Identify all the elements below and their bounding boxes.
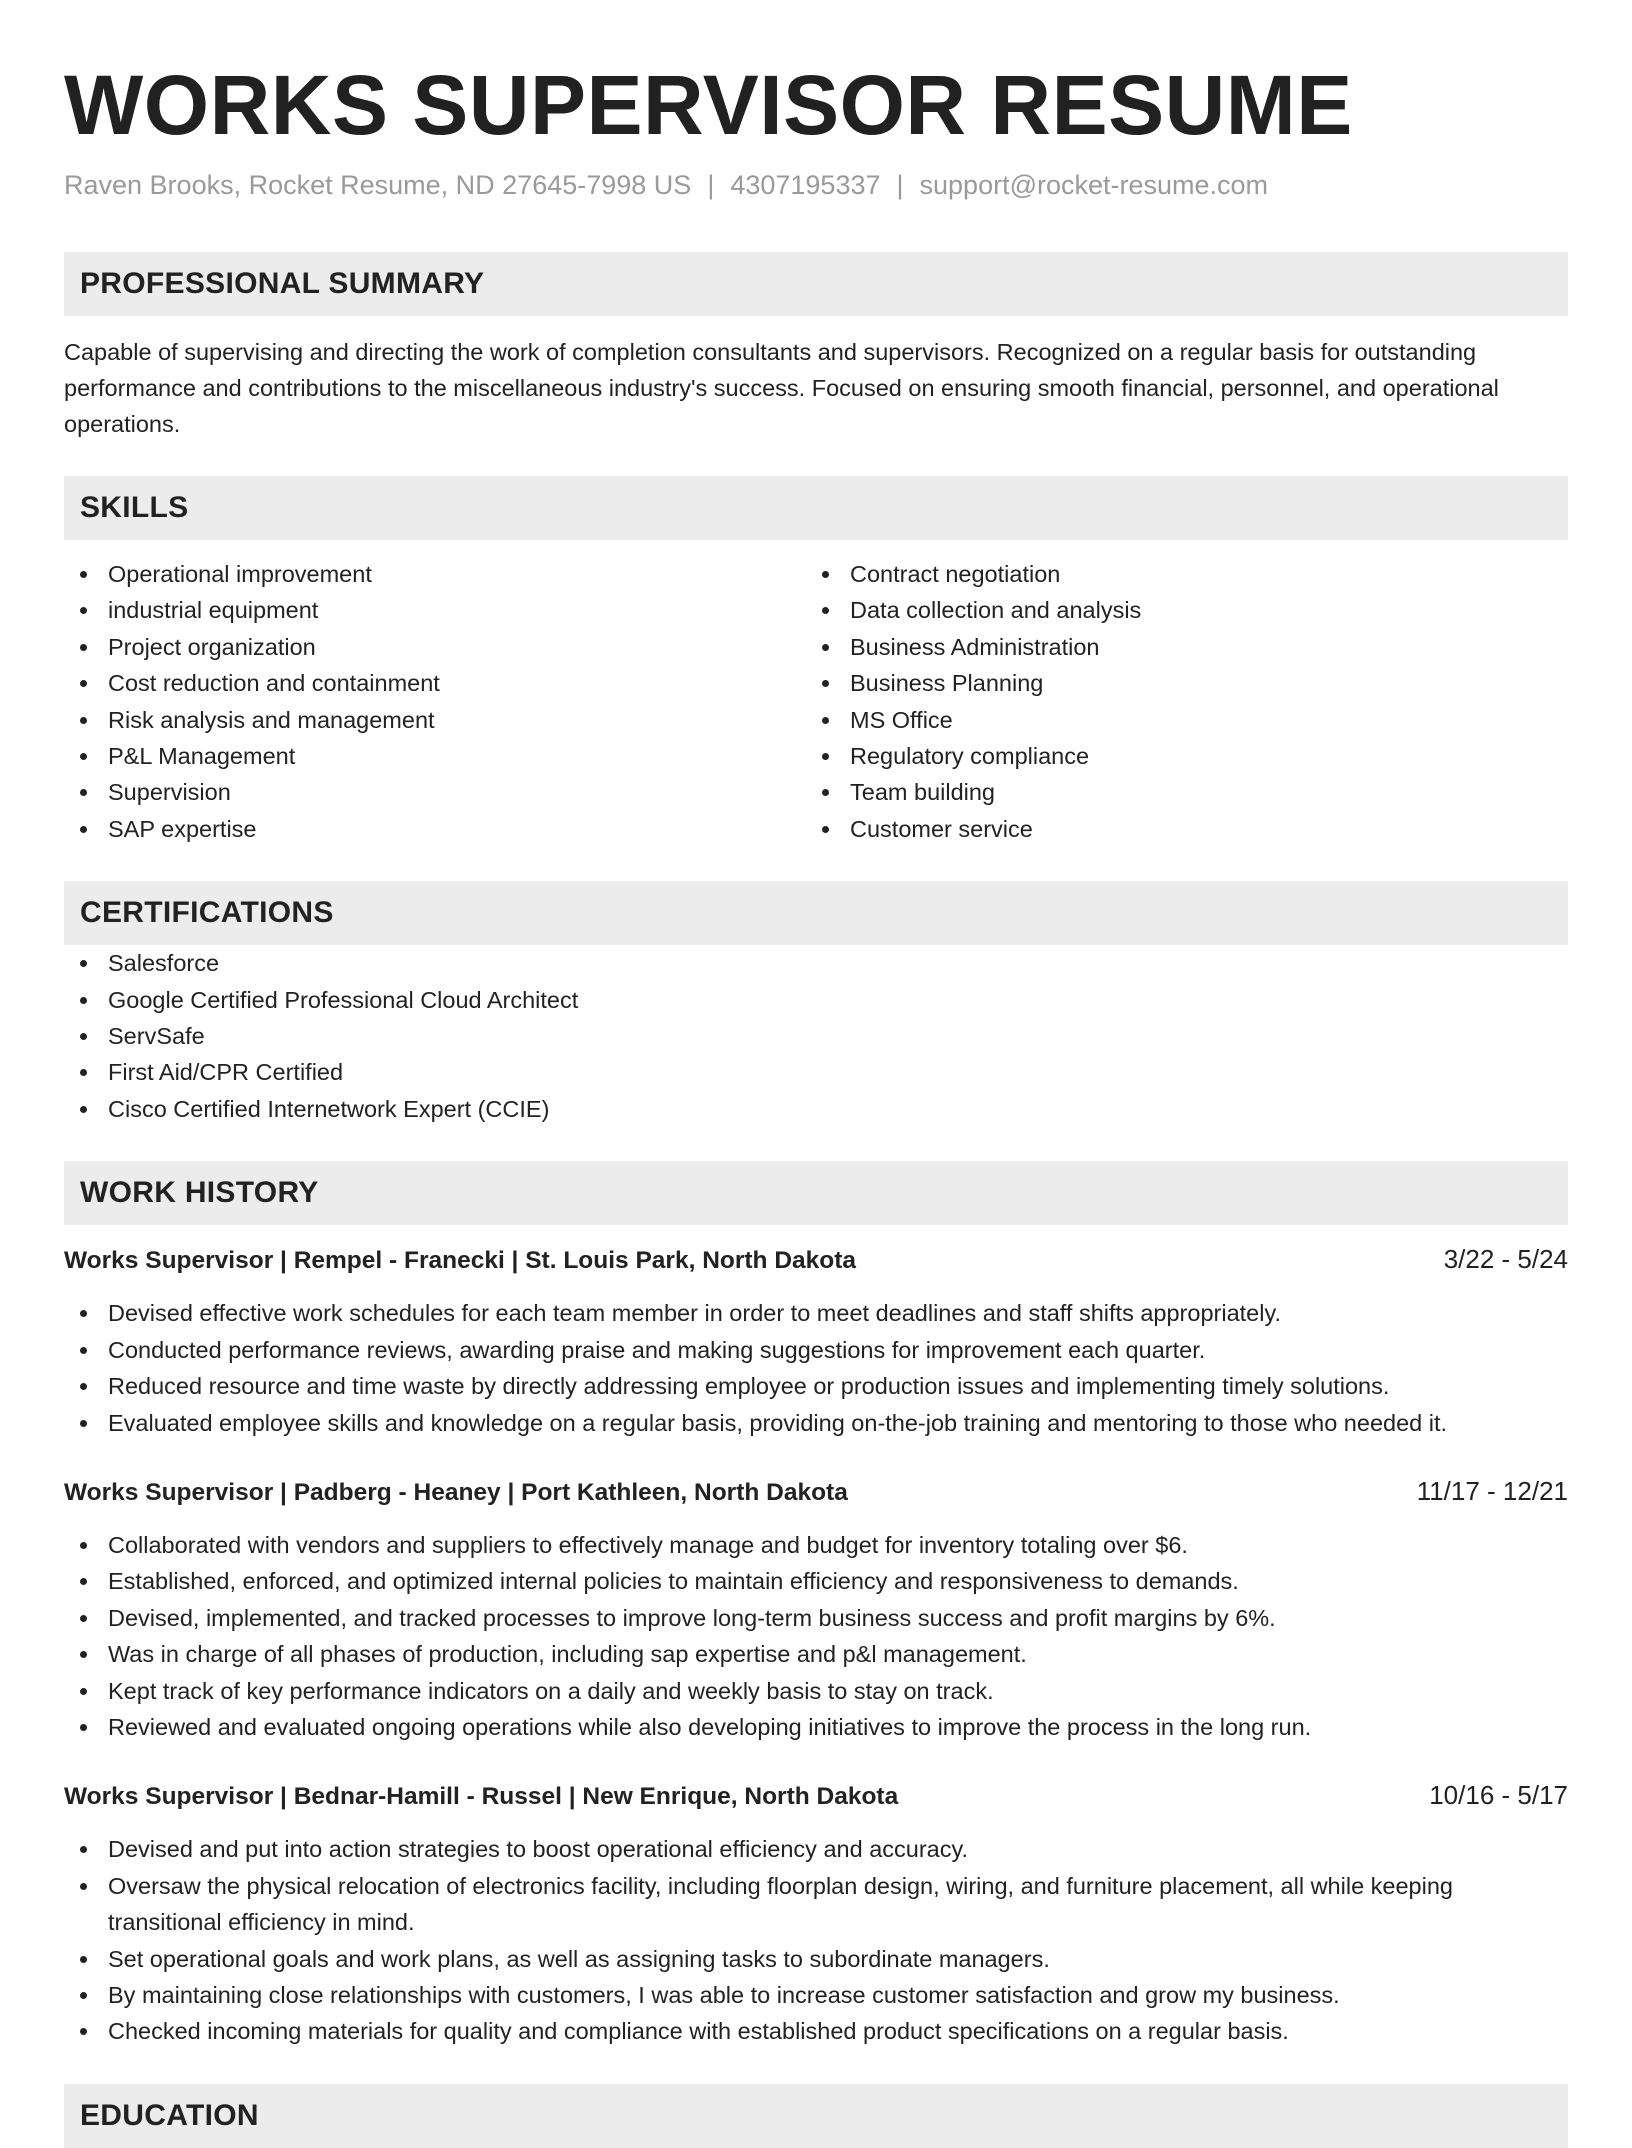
job-entry bbox=[64, 1241, 1568, 1441]
job-bullet: Collaborated with vendors and suppliers to effectively manage and budget for inventory totaling over $6. bbox=[64, 1527, 1568, 1563]
skill-item: Team building bbox=[806, 774, 1548, 810]
skills-column-left bbox=[64, 556, 806, 847]
contact-email: support@rocket-resume.com bbox=[919, 170, 1269, 200]
skills-column-right bbox=[806, 556, 1548, 847]
job-bullet: Established, enforced, and optimized internal policies to maintain efficiency and responsiveness to demands. bbox=[64, 1563, 1568, 1599]
certification-item: Google Certified Professional Cloud Architect bbox=[64, 982, 1568, 1018]
summary-text: Capable of supervising and directing the work of completion consultants and supervisors. Recognized on a regular basis for outstanding performance and contributions to the miscellaneous industry's success. Focused on ensuring smooth financial, personnel, and operational operations. bbox=[64, 339, 1499, 437]
section-header-education: EDUCATION bbox=[64, 2084, 1568, 2148]
job-header bbox=[64, 1473, 1568, 1511]
job-bullets bbox=[64, 1295, 1568, 1441]
skill-item: Contract negotiation bbox=[806, 556, 1548, 592]
job-bullets bbox=[64, 1831, 1568, 2049]
job-entry bbox=[64, 1473, 1568, 1745]
resume-page bbox=[64, 0, 1568, 2148]
certification-item: Cisco Certified Internetwork Expert (CCIE) bbox=[64, 1091, 1568, 1127]
job-dates: 11/17 - 12/21 bbox=[1416, 1475, 1568, 1506]
job-bullet: Reduced resource and time waste by directly addressing employee or production issues and implementing timely solutions. bbox=[64, 1368, 1568, 1404]
job-bullet: Checked incoming materials for quality and compliance with established product specifications on a regular basis. bbox=[64, 2013, 1568, 2049]
skill-item: Supervision bbox=[64, 774, 806, 810]
certification-item: ServSafe bbox=[64, 1018, 1568, 1054]
skill-item: P&L Management bbox=[64, 738, 806, 774]
skill-item: Project organization bbox=[64, 629, 806, 665]
job-dates: 3/22 - 5/24 bbox=[1443, 1244, 1568, 1275]
contact-line bbox=[64, 168, 1568, 202]
skill-item: Operational improvement bbox=[64, 556, 806, 592]
contact-phone: 4307195337 bbox=[730, 170, 881, 200]
section-header-skills: SKILLS bbox=[64, 476, 1568, 540]
job-dates: 10/16 - 5/17 bbox=[1429, 1780, 1568, 1811]
job-bullet: Evaluated employee skills and knowledge on a regular basis, providing on-the-job training and mentoring to those who needed it. bbox=[64, 1405, 1568, 1441]
skills-grid bbox=[64, 556, 1568, 847]
job-bullet: By maintaining close relationships with customers, I was able to increase customer satisfaction and grow my business. bbox=[64, 1977, 1568, 2013]
resume-title: WORKS SUPERVISOR RESUME bbox=[64, 58, 1353, 152]
skill-item: Data collection and analysis bbox=[806, 592, 1548, 628]
job-title: Works Supervisor | Bednar-Hamill - Russel | New Enrique, North Dakota bbox=[64, 1783, 899, 1811]
job-title: Works Supervisor | Rempel - Franecki | St. Louis Park, North Dakota bbox=[64, 1247, 857, 1275]
job-title: Works Supervisor | Padberg - Heaney | Port Kathleen, North Dakota bbox=[64, 1478, 848, 1506]
certifications-list bbox=[64, 945, 1568, 1127]
skill-item: Regulatory compliance bbox=[806, 738, 1548, 774]
certification-item: First Aid/CPR Certified bbox=[64, 1054, 1568, 1090]
job-bullet: Was in charge of all phases of production, including sap expertise and p&l management. bbox=[64, 1636, 1568, 1672]
skill-item: Cost reduction and containment bbox=[64, 665, 806, 701]
skill-item: Customer service bbox=[806, 811, 1548, 847]
contact-address: Raven Brooks, Rocket Resume, ND 27645-7998 US bbox=[64, 170, 692, 200]
job-bullet: Devised effective work schedules for each team member in order to meet deadlines and staff shifts appropriately. bbox=[64, 1295, 1568, 1331]
section-header-work-history: WORK HISTORY bbox=[64, 1161, 1568, 1225]
skill-item: Business Administration bbox=[806, 629, 1548, 665]
job-bullet: Kept track of key performance indicators on a daily and weekly basis to stay on track. bbox=[64, 1673, 1568, 1709]
job-header bbox=[64, 1777, 1568, 1815]
job-entry bbox=[64, 1777, 1568, 2049]
skill-item: industrial equipment bbox=[64, 592, 806, 628]
skill-item: Risk analysis and management bbox=[64, 702, 806, 738]
job-header bbox=[64, 1241, 1568, 1279]
contact-separator: | bbox=[896, 170, 904, 200]
section-header-summary: PROFESSIONAL SUMMARY bbox=[64, 252, 1568, 316]
job-bullet: Conducted performance reviews, awarding praise and making suggestions for improvement each quarter. bbox=[64, 1332, 1568, 1368]
contact-separator: | bbox=[707, 170, 715, 200]
skill-item: MS Office bbox=[806, 702, 1548, 738]
section-header-certifications: CERTIFICATIONS bbox=[64, 881, 1568, 945]
job-bullet: Oversaw the physical relocation of electronics facility, including floorplan design, wiring, and furniture placement, all while keeping transitional efficiency in mind. bbox=[64, 1868, 1568, 1941]
job-bullet: Set operational goals and work plans, as well as assigning tasks to subordinate managers. bbox=[64, 1941, 1568, 1977]
job-bullet: Reviewed and evaluated ongoing operations while also developing initiatives to improve the process in the long run. bbox=[64, 1709, 1568, 1745]
skill-item: Business Planning bbox=[806, 665, 1548, 701]
skill-item: SAP expertise bbox=[64, 811, 806, 847]
certification-item: Salesforce bbox=[64, 945, 1568, 981]
job-bullets bbox=[64, 1527, 1568, 1745]
job-bullet: Devised and put into action strategies to boost operational efficiency and accuracy. bbox=[64, 1831, 1568, 1867]
job-bullet: Devised, implemented, and tracked processes to improve long-term business success and profit margins by 6%. bbox=[64, 1600, 1568, 1636]
